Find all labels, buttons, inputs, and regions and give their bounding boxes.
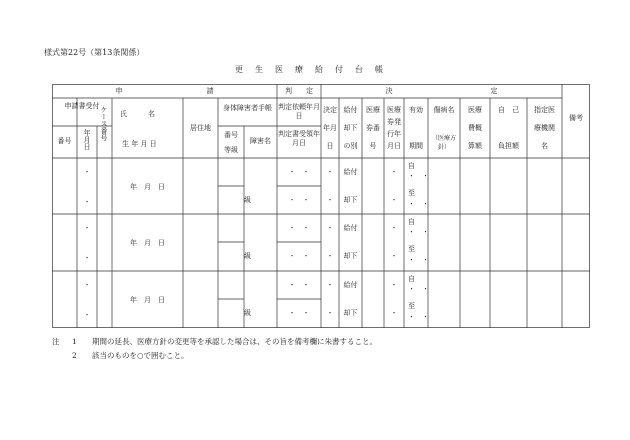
row1-issue-dot-b: ・ <box>390 196 398 204</box>
header-remarks: 備考 <box>569 114 583 122</box>
header-date: 年月日 <box>83 129 91 150</box>
row2-from-dots: ・ ・ <box>408 228 429 236</box>
note-1-number: 1 <box>72 337 77 346</box>
header-cost-2: 費概 <box>468 124 482 132</box>
row1-decision-dot-a: ・ <box>326 168 334 176</box>
header-valid-1: 有効 <box>409 106 423 114</box>
header-institution-3: 名 <box>541 142 548 150</box>
note-2-number: 2 <box>72 351 77 360</box>
row3-date-dot-b: ・ <box>83 311 91 319</box>
row1-grade: 級 <box>244 196 251 204</box>
header-issue-4: 月日 <box>387 142 401 150</box>
row2-issue-dot-b: ・ <box>390 252 398 260</box>
row1-to-dots: ・ ・ <box>408 200 429 208</box>
row3-to-dots: ・ ・ <box>408 313 429 321</box>
group-decision: 決 定 <box>385 87 498 95</box>
notes <box>52 335 377 363</box>
header-cert-3: 号 <box>369 142 377 150</box>
header-address: 居住地 <box>190 124 211 132</box>
row3-from: 自 <box>408 275 415 283</box>
row2-grade: 級 <box>244 252 251 260</box>
table-grid <box>52 84 590 328</box>
header-treatment-policy: （医療方針） <box>431 135 456 151</box>
header-handbook-number: 番号 <box>224 131 238 139</box>
row1-date-dot-b: ・ <box>83 198 91 206</box>
header-judge-receipt: 判定書受領年月日 <box>278 130 320 147</box>
header-selfpay-2: 負担額 <box>498 142 519 150</box>
row3-issue-dot-a: ・ <box>390 281 398 289</box>
row3-decision-dot-a: ・ <box>326 281 334 289</box>
row2-from: 自 <box>408 218 415 226</box>
header-institution-1: 指定医 <box>534 106 555 114</box>
row1-issue-dot-a: ・ <box>390 168 398 176</box>
row2-birth: 年 月 日 <box>130 239 165 247</box>
header-number: 番号 <box>57 137 72 145</box>
header-judge-request: 判定依頼年月日 <box>278 103 320 120</box>
header-cost-3: 算額 <box>468 142 482 150</box>
row2-decision-dot-a: ・ <box>326 224 334 232</box>
header-cost-1: 医療 <box>468 106 482 114</box>
row1-to: 至 <box>408 189 415 197</box>
row1-reject: 却下 <box>343 196 358 204</box>
notes-lead: 注 <box>52 337 60 346</box>
header-benefit-2: 却下 <box>343 124 358 132</box>
header-handbook-grade: 等級 <box>224 146 238 154</box>
row3-issue-dot-b: ・ <box>390 309 398 317</box>
row2-decision-dot-b: ・ <box>326 252 334 260</box>
header-benefit-1: 給付 <box>343 106 358 114</box>
header-issue-3: 行年 <box>387 130 401 138</box>
group-judgement: 判 定 <box>285 87 313 95</box>
row2-reject: 却下 <box>343 252 358 260</box>
row2-to-dots: ・ ・ <box>408 256 429 264</box>
row2-date-dot-b: ・ <box>83 254 91 262</box>
row1-judge-receipt: ・ ・ <box>288 196 310 204</box>
header-decision-date-1: 決定 <box>323 106 337 114</box>
group-application: 申 請 <box>115 87 214 95</box>
header-valid-2: 期間 <box>409 142 423 150</box>
header-handbook: 身体障害者手帳 <box>223 104 272 112</box>
header-selfpay-1: 自 己 <box>498 106 519 114</box>
row1-from-dots: ・ ・ <box>408 172 429 180</box>
header-decision-date-3: 日 <box>326 142 334 150</box>
row1-judge-request: ・ ・ <box>288 168 310 176</box>
row1-pay: 給付 <box>343 168 358 176</box>
row3-reject: 却下 <box>343 309 358 317</box>
note-1-text: 期間の延長、医療方針の変更等を承認した場合は、その旨を備考欄に朱書すること。 <box>92 337 377 346</box>
header-issue-1: 医療 <box>387 106 401 114</box>
form-title: 更生医療給付台帳 <box>235 65 395 74</box>
row3-judge-receipt: ・ ・ <box>288 309 310 317</box>
row1-from: 自 <box>408 162 415 170</box>
header-decision-date-2: 年月 <box>323 124 337 132</box>
note-1 <box>52 335 377 349</box>
header-disease: 傷病名 <box>433 106 455 114</box>
row3-decision-dot-b: ・ <box>326 309 334 317</box>
row3-birth: 年 月 日 <box>130 296 165 304</box>
ledger-table <box>52 84 590 328</box>
row2-to: 至 <box>408 245 415 253</box>
header-institution-2: 療機関 <box>534 124 555 132</box>
header-name: 氏 名 <box>120 110 155 118</box>
header-disability: 障害名 <box>250 137 271 145</box>
row3-pay: 給付 <box>343 281 358 289</box>
note-2-text: 該当のものを○で囲むこと。 <box>92 351 189 360</box>
row3-grade: 級 <box>244 309 251 317</box>
row2-issue-dot-a: ・ <box>390 224 398 232</box>
header-cert-1: 医療 <box>366 106 380 114</box>
form-number: 様式第22号（第13条関係） <box>44 48 145 57</box>
row1-birth: 年 月 日 <box>130 183 165 191</box>
row2-judge-request: ・ ・ <box>288 224 310 232</box>
row3-from-dots: ・ ・ <box>408 285 429 293</box>
row2-pay: 給付 <box>343 224 358 232</box>
header-cert-2: 券番 <box>366 124 380 132</box>
row2-date-dot-a: ・ <box>83 224 91 232</box>
row3-judge-request: ・ ・ <box>288 281 310 289</box>
header-receipt: 申請書受付 <box>64 102 100 110</box>
header-birth: 生 年 月 日 <box>122 140 157 148</box>
header-case-number: ケース番号 <box>100 106 108 141</box>
header-benefit-3: の別 <box>343 142 358 150</box>
header-issue-2: 券発 <box>387 118 401 126</box>
row1-date-dot-a: ・ <box>83 168 91 176</box>
row1-decision-dot-b: ・ <box>326 196 334 204</box>
row3-date-dot-a: ・ <box>83 281 91 289</box>
row3-to: 至 <box>408 302 415 310</box>
note-2 <box>52 349 377 363</box>
row2-judge-receipt: ・ ・ <box>288 252 310 260</box>
